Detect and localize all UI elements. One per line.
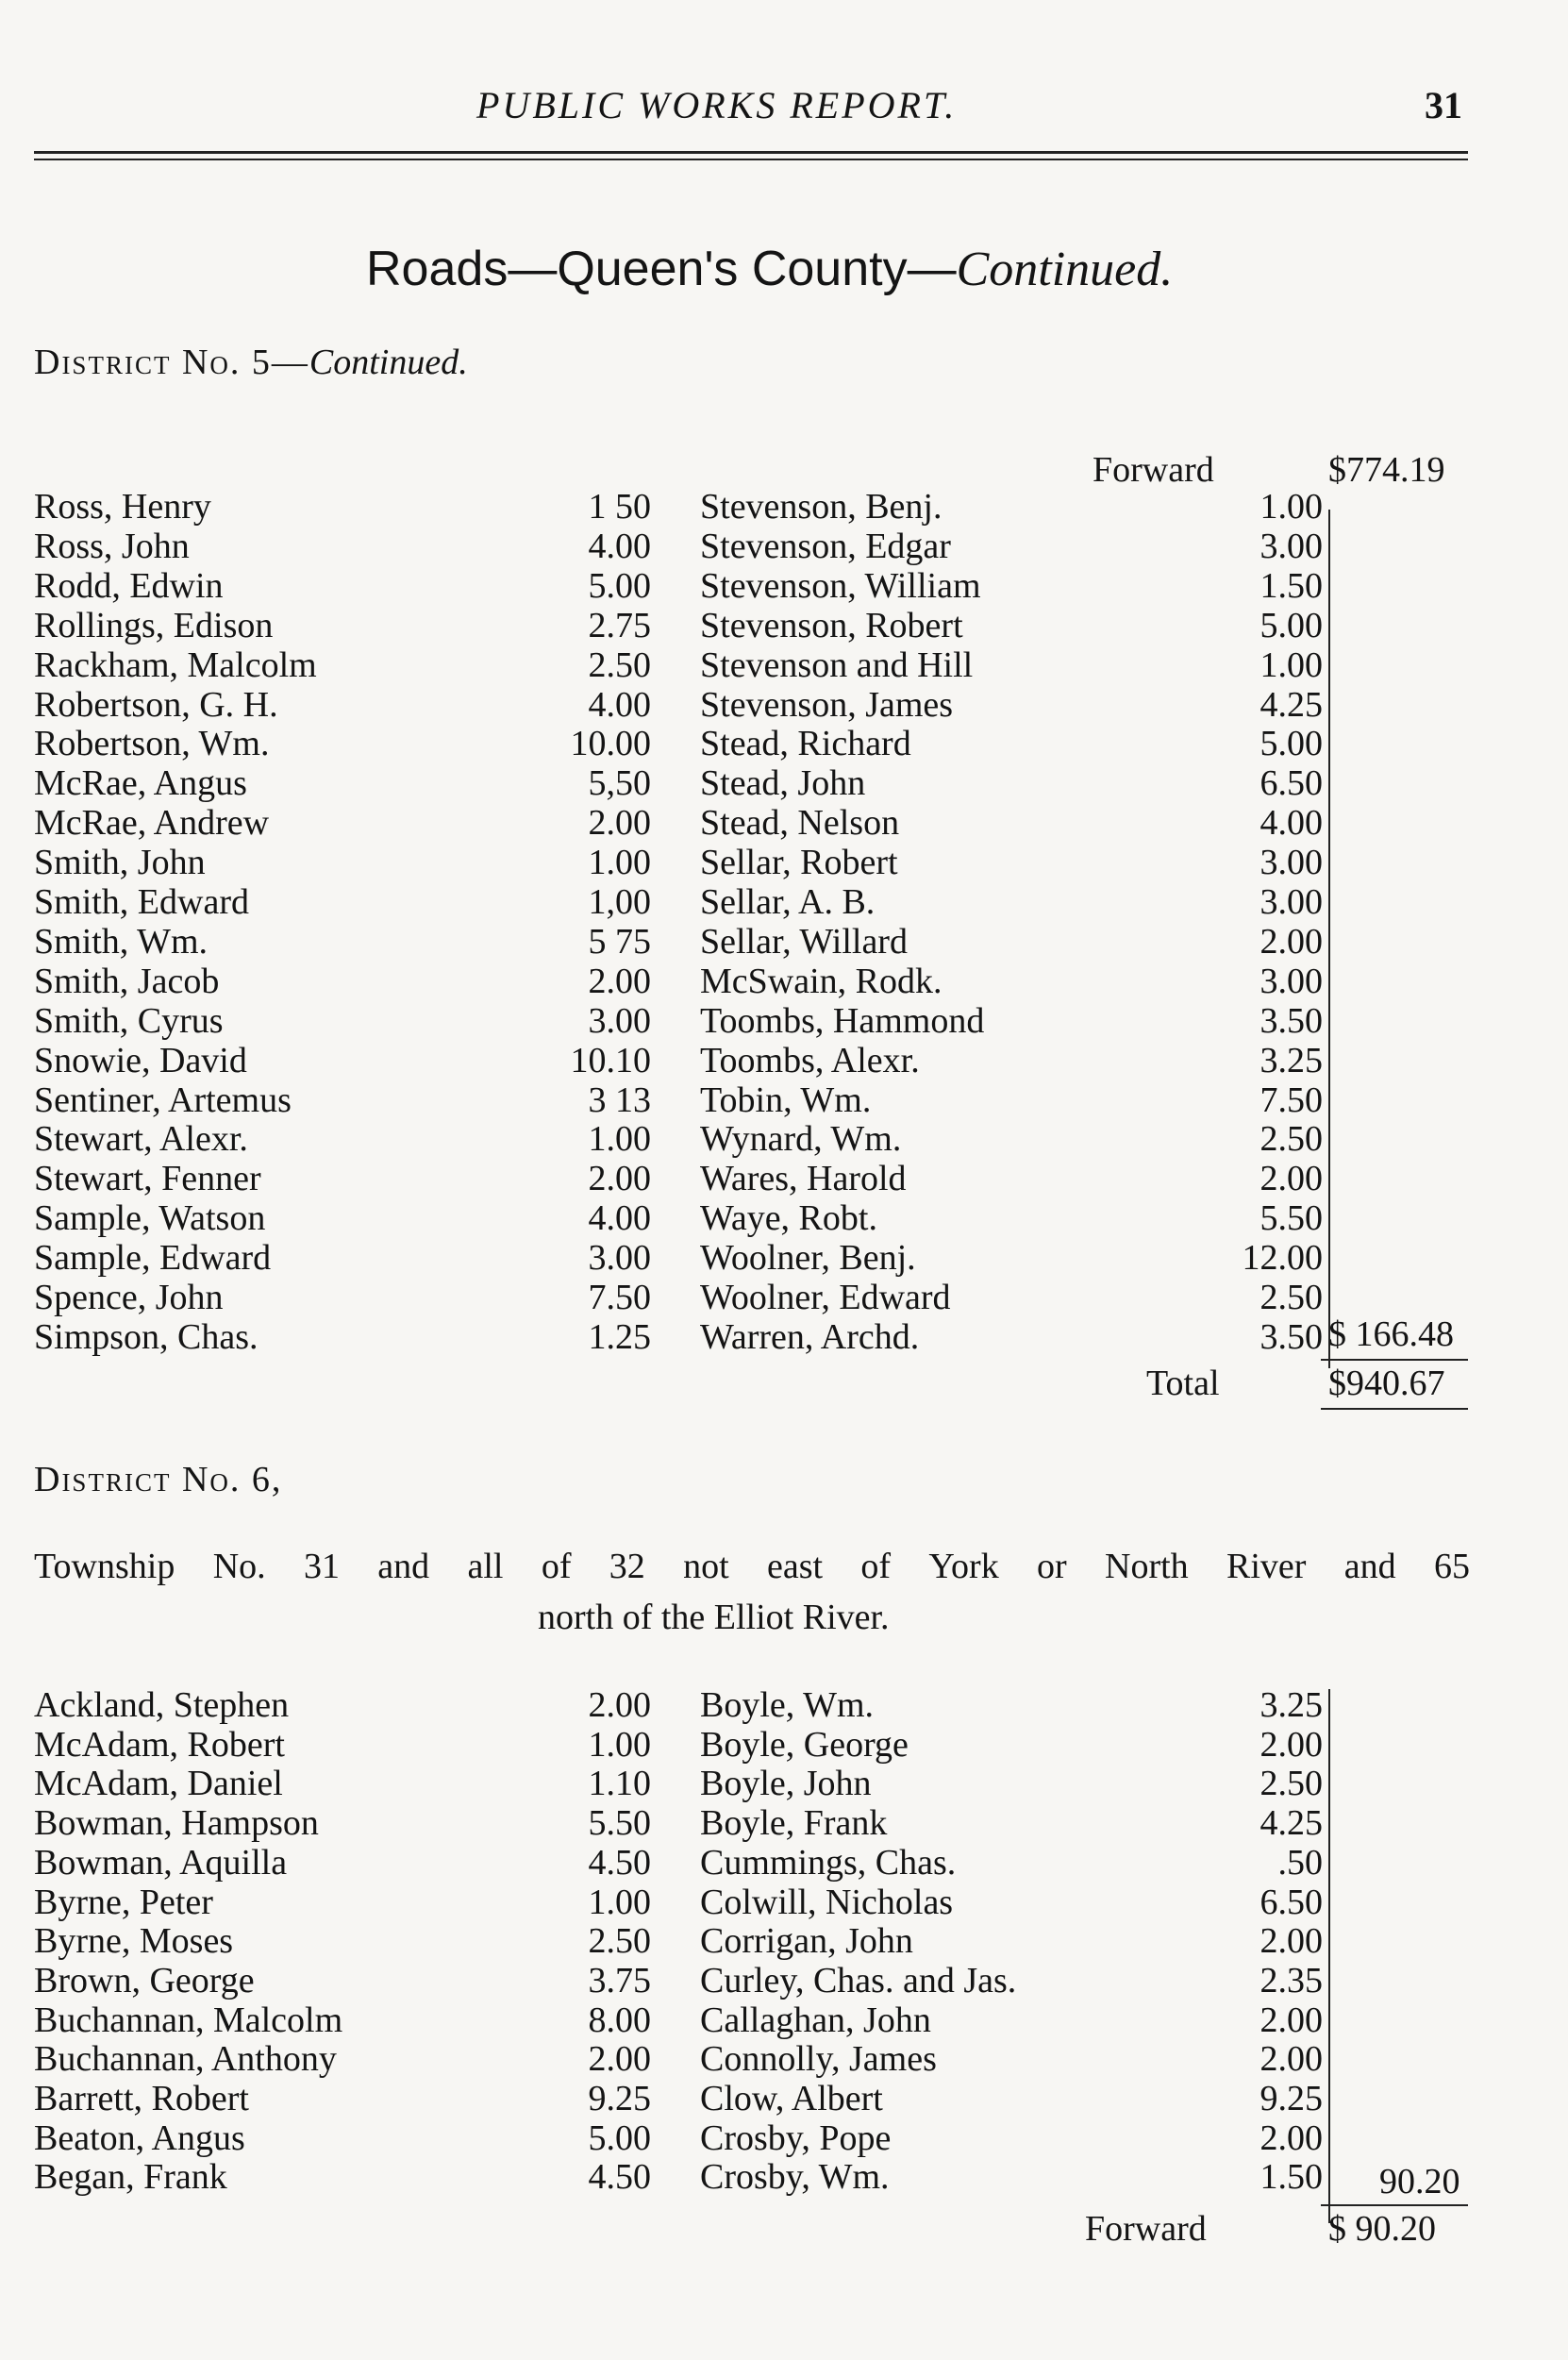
entry-name: Rollings, Edison — [34, 605, 274, 645]
entry-name: Stevenson, William — [700, 565, 981, 606]
entry-name: McRae, Andrew — [34, 803, 270, 844]
entry-amount: 2.00 — [588, 1159, 651, 1199]
entry-name: Ackland, Stephen — [34, 1685, 290, 1725]
entry-amount: 1.00 — [1259, 644, 1323, 685]
entry-amount: 2.00 — [588, 1685, 651, 1725]
entry-amount: 1.50 — [1259, 565, 1323, 606]
entry-amount: 2.00 — [1259, 921, 1323, 962]
description-word: and — [1343, 1547, 1396, 1586]
entry-name: Woolner, Benj. — [700, 1238, 916, 1279]
entry-amount: 4.50 — [588, 2157, 651, 2198]
entry-amount: 2.00 — [1259, 1159, 1323, 1199]
entry-amount: 2.50 — [588, 644, 651, 685]
entry-amount: 7.50 — [1259, 1080, 1323, 1120]
entry-name: Crosby, Pope — [700, 2117, 892, 2158]
district-5-total: $940.67 — [1328, 1364, 1445, 1403]
entry-name: Sellar, Willard — [700, 921, 908, 962]
entry-name: Stevenson, Benj. — [700, 487, 942, 527]
entry-amount: 4.00 — [588, 1198, 651, 1239]
entry-name: Stead, Richard — [700, 724, 911, 764]
district-5-forward-amount: $774.19 — [1328, 450, 1445, 490]
entry-name: McSwain, Rodk. — [700, 961, 942, 1001]
entry-name: Robertson, G. H. — [34, 684, 278, 725]
district-6-subtotal: 90.20 — [1379, 2162, 1460, 2201]
district-5-subtotal: $ 166.48 — [1328, 1314, 1454, 1354]
entry-amount: 4.00 — [1259, 803, 1323, 844]
entry-amount: 9.25 — [1259, 2079, 1323, 2118]
district-5-label: District No. 5— — [34, 343, 309, 382]
entry-amount: 1.00 — [588, 843, 651, 883]
entry-amount: 1.00 — [1259, 487, 1323, 527]
entry-name: Boyle, Wm. — [700, 1685, 875, 1725]
entry-name: Smith, Edward — [34, 882, 249, 922]
entry-amount: 1.00 — [588, 1724, 651, 1765]
entry-amount: 2.00 — [1259, 2039, 1323, 2080]
description-word: all — [467, 1547, 504, 1586]
district-5-bracket — [1328, 510, 1330, 1368]
entry-amount: 5.00 — [588, 565, 651, 606]
entry-name: Stead, John — [700, 763, 866, 804]
entry-amount: 2.00 — [1259, 2117, 1323, 2158]
district-5-continued: Continued. — [309, 343, 468, 382]
entry-name: Byrne, Moses — [34, 1921, 234, 1962]
entry-name: Waye, Robt. — [700, 1198, 877, 1239]
entry-amount: 3.00 — [1259, 526, 1323, 566]
entry-name: Byrne, Peter — [34, 1882, 213, 1922]
entry-amount: 2.00 — [588, 2039, 651, 2080]
entry-name: Wynard, Wm. — [700, 1119, 902, 1160]
entry-name: Beaton, Angus — [34, 2117, 245, 2158]
entry-amount: 2.00 — [1259, 1724, 1323, 1765]
entry-name: Sample, Edward — [34, 1238, 272, 1279]
district-5-heading — [34, 342, 468, 383]
district-6-label: District No. 6, — [34, 1460, 283, 1499]
entry-amount: 3.25 — [1259, 1685, 1323, 1725]
district-6-description-line2: north of the Elliot River. — [538, 1598, 890, 1637]
entry-name: Simpson, Chas. — [34, 1316, 259, 1357]
district-6-bracket — [1328, 1689, 1330, 2223]
entry-name: Stevenson and Hill — [700, 644, 974, 685]
district-6-forward-label: Forward — [1085, 2209, 1207, 2249]
description-word: North — [1105, 1547, 1189, 1586]
entry-name: Rodd, Edwin — [34, 565, 224, 606]
entry-amount: 1.10 — [588, 1764, 651, 1804]
entry-name: Stevenson, James — [700, 684, 954, 725]
description-word: east — [767, 1547, 824, 1586]
entry-name: Began, Frank — [34, 2157, 227, 2198]
entry-amount: 2.50 — [1259, 1119, 1323, 1160]
district-6-forward-amount: $ 90.20 — [1328, 2209, 1436, 2249]
entry-amount: 5.00 — [1259, 724, 1323, 764]
section-title-main: Roads—Queen's County— — [366, 242, 957, 296]
description-word: River — [1226, 1547, 1307, 1586]
entry-amount: 2.00 — [1259, 2000, 1323, 2040]
entry-amount: 3.00 — [1259, 843, 1323, 883]
entry-amount: 5.00 — [1259, 605, 1323, 645]
entry-name: Toombs, Alexr. — [700, 1040, 920, 1080]
entry-amount: 5.50 — [588, 1803, 651, 1844]
entry-amount: 1.25 — [588, 1316, 651, 1357]
entry-amount: 4.25 — [1259, 1803, 1323, 1844]
entry-amount: 2.00 — [588, 803, 651, 844]
entry-name: Spence, John — [34, 1278, 224, 1317]
entry-amount: 3.00 — [1259, 882, 1323, 922]
entry-amount: 4.25 — [1259, 684, 1323, 725]
entry-name: Boyle, George — [700, 1724, 909, 1765]
entry-name: Connolly, James — [700, 2039, 937, 2080]
report-title: PUBLIC WORKS REPORT. — [476, 84, 958, 126]
entry-amount: 1,00 — [588, 882, 651, 922]
entry-name: Smith, John — [34, 843, 206, 883]
entry-name: Stevenson, Robert — [700, 605, 963, 645]
page-number: 31 — [1425, 84, 1462, 126]
entry-name: McRae, Angus — [34, 763, 247, 804]
header-rule — [34, 159, 1468, 160]
entry-amount: 12.00 — [1242, 1238, 1323, 1279]
entry-name: Curley, Chas. and Jas. — [700, 1960, 1017, 2000]
entry-amount: 8.00 — [588, 2000, 651, 2040]
district-5-total-label: Total — [1146, 1364, 1220, 1403]
entry-name: Ross, Henry — [34, 487, 211, 527]
entry-name: Tobin, Wm. — [700, 1080, 872, 1120]
entry-amount: 7.50 — [588, 1278, 651, 1317]
subtotal-rule — [1321, 1359, 1468, 1361]
entry-amount: 3.00 — [1259, 961, 1323, 1001]
entry-amount: 3.25 — [1259, 1040, 1323, 1080]
entry-name: Smith, Cyrus — [34, 1000, 224, 1041]
entry-amount: 2.35 — [1259, 1960, 1323, 2000]
entry-name: Boyle, Frank — [700, 1803, 888, 1844]
entry-amount: 1 50 — [588, 487, 651, 527]
entry-amount: 5.50 — [1259, 1198, 1323, 1239]
entry-name: Bowman, Hampson — [34, 1803, 319, 1844]
description-word: and — [377, 1547, 430, 1586]
entry-amount: .50 — [1277, 1842, 1323, 1883]
entry-name: Toombs, Hammond — [700, 1000, 985, 1041]
description-word: of — [541, 1547, 572, 1586]
entry-name: Warren, Archd. — [700, 1316, 920, 1357]
entry-name: McAdam, Robert — [34, 1724, 285, 1765]
entry-name: Crosby, Wm. — [700, 2157, 890, 2198]
subtotal-rule — [1321, 2204, 1468, 2206]
description-word: York — [928, 1547, 999, 1586]
entry-name: Woolner, Edward — [700, 1278, 951, 1317]
entry-name: McAdam, Daniel — [34, 1764, 283, 1804]
entry-amount: 5 75 — [588, 921, 651, 962]
entry-amount: 3.50 — [1259, 1316, 1323, 1357]
entry-name: Colwill, Nicholas — [700, 1882, 954, 1922]
entry-amount: 9.25 — [588, 2079, 651, 2118]
entry-name: Boyle, John — [700, 1764, 872, 1804]
entry-amount: 6.50 — [1259, 763, 1323, 804]
entry-amount: 5,50 — [588, 763, 651, 804]
entry-amount: 10.00 — [570, 724, 651, 764]
description-word: No. — [212, 1547, 266, 1586]
entry-name: Callaghan, John — [700, 2000, 931, 2040]
entry-amount: 2.50 — [588, 1921, 651, 1962]
description-word: or — [1037, 1547, 1067, 1586]
running-head — [0, 83, 1568, 130]
entry-amount: 1.50 — [1259, 2157, 1323, 2198]
entry-name: Bowman, Aquilla — [34, 1842, 288, 1883]
entry-name: Smith, Jacob — [34, 961, 220, 1001]
entry-amount: 1.00 — [588, 1882, 651, 1922]
entry-name: Corrigan, John — [700, 1921, 913, 1962]
description-word: of — [860, 1547, 892, 1586]
entry-name: Stewart, Alexr. — [34, 1119, 248, 1160]
total-rule — [1321, 1408, 1468, 1410]
entry-amount: 5.00 — [588, 2117, 651, 2158]
entry-amount: 1.00 — [588, 1119, 651, 1160]
entry-name: Sellar, Robert — [700, 843, 898, 883]
entry-name: Sentiner, Artemus — [34, 1080, 292, 1120]
header-rule — [34, 151, 1468, 154]
entry-amount: 3.00 — [588, 1238, 651, 1279]
district-6-description-line1 — [34, 1546, 1470, 1587]
entry-amount: 2.00 — [1259, 1921, 1323, 1962]
entry-name: Stewart, Fenner — [34, 1159, 261, 1199]
district-5-forward-label: Forward — [1093, 450, 1214, 490]
district-6-heading — [34, 1459, 282, 1500]
entry-amount: 2.75 — [588, 605, 651, 645]
entry-name: Buchannan, Anthony — [34, 2039, 337, 2080]
entry-amount: 4.00 — [588, 526, 651, 566]
section-title-continued: Continued. — [956, 243, 1174, 296]
entry-amount: 6.50 — [1259, 1882, 1323, 1922]
description-word: 31 — [303, 1547, 340, 1586]
entry-name: Clow, Albert — [700, 2079, 883, 2118]
entry-amount: 2.50 — [1259, 1278, 1323, 1317]
entry-name: Robertson, Wm. — [34, 724, 270, 764]
entry-name: Brown, George — [34, 1960, 255, 2000]
entry-amount: 4.50 — [588, 1842, 651, 1883]
entry-name: Sellar, A. B. — [700, 882, 876, 922]
entry-amount: 4.00 — [588, 684, 651, 725]
entry-name: Snowie, David — [34, 1040, 247, 1080]
entry-amount: 10.10 — [570, 1040, 651, 1080]
section-title — [366, 241, 1173, 297]
entry-amount: 2.50 — [1259, 1764, 1323, 1804]
entry-name: Stead, Nelson — [700, 803, 900, 844]
description-word: Township — [34, 1547, 175, 1586]
entry-amount: 3.50 — [1259, 1000, 1323, 1041]
entry-name: Ross, John — [34, 526, 190, 566]
entry-name: Smith, Wm. — [34, 921, 209, 962]
entry-amount: 3 13 — [588, 1080, 651, 1120]
entry-name: Stevenson, Edgar — [700, 526, 951, 566]
entry-amount: 2.00 — [588, 961, 651, 1001]
description-word: 65 — [1433, 1547, 1470, 1586]
entry-name: Cummings, Chas. — [700, 1842, 957, 1883]
entry-name: Wares, Harold — [700, 1159, 907, 1199]
entry-name: Barrett, Robert — [34, 2079, 249, 2118]
entry-name: Buchannan, Malcolm — [34, 2000, 343, 2040]
description-word: 32 — [609, 1547, 645, 1586]
description-word: not — [683, 1547, 729, 1586]
entry-name: Rackham, Malcolm — [34, 644, 317, 685]
entry-name: Sample, Watson — [34, 1198, 266, 1239]
entry-amount: 3.00 — [588, 1000, 651, 1041]
entry-amount: 3.75 — [588, 1960, 651, 2000]
